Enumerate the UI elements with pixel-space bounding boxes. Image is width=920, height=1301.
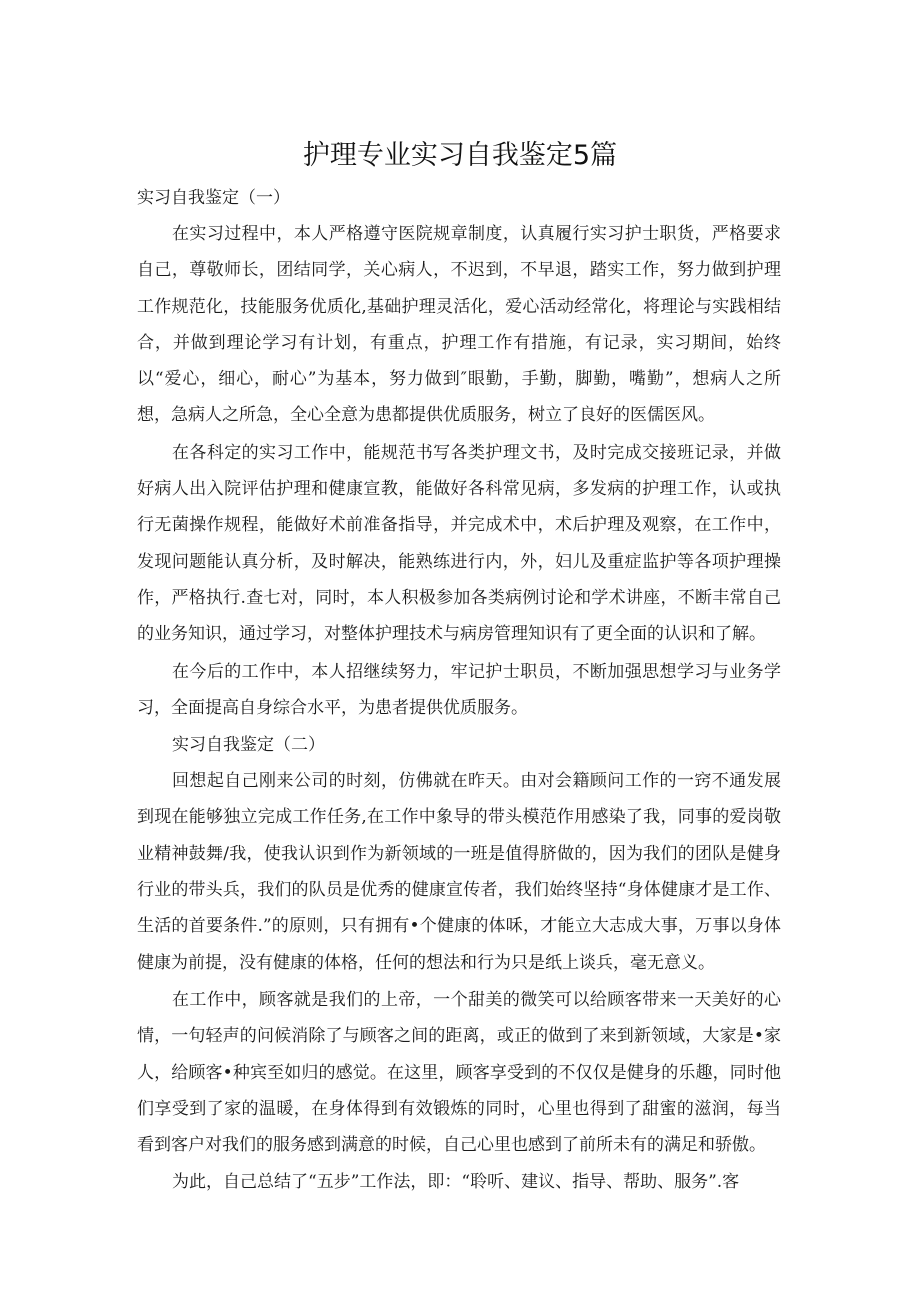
section-1 (137, 180, 781, 726)
paragraph: 为此，自己总结了“五步”工作法，即：“聆听、建议、指导、帮助、服务”.客 (172, 1172, 740, 1193)
paragraph: 在工作中，顾客就是我们的上帝，一个甜美的微笑可以给顾客带来一天美好的心情，一句轻声的问候消除了与顾客之间的距离，或正的做到了来到新领域，大家是•家人，给顾客•种宾至如归的感觉。在这里，顾客享受到的不仅仅是健身的乐趣，同时他们享受到了家的温暖，在身体得到有效锻炼的同时，心里也得到了甜蜜的滋润，每当看到客户对我们的服务感到满意的时候，自己心里也感到了前所未有的满足和骄傲。 (137, 989, 781, 1156)
section-2 (137, 727, 781, 1201)
paragraph: 在各科定的实习工作中，能规范书写各类护理文书，及时完成交接班记录，并做好病人出入院评估护理和健康宣教，能做好各科常见病，多发病的护理工作，认或执行无菌操作规程，能做好术前准备指导，并完成术中，术后护理及观察，在工作中，发现问题能认真分析，及时解决，能熟练进行内，外，妇儿及重症监护等各项护理操作，严格执行.查七对，同时，本人积极参加各类病例讨论和学术讲座，不断丰常自己的业务知识，通过学习，对整体护理技术与病房管理知识有了更全面的认识和了解。 (137, 442, 781, 645)
document-body (137, 180, 781, 1202)
document-title: 护理专业实习自我鉴定5篇 (302, 140, 618, 171)
paragraph: 在今后的工作中，本人招继续努力，牢记护士职员，不断加强思想学习与业务学习，全面提高自身综合水平，为患者提供优质服务。 (137, 661, 781, 718)
section-heading: 实习自我鉴定（二） (172, 735, 325, 756)
section-heading: 实习自我鉴定（一） (137, 188, 290, 208)
paragraph: 回想起自己刚来公司的时刻，仿佛就在昨天。由对会籍顾问工作的一窍不通发展到现在能够独立完成工作任务,在工作中象导的带头模范作用感染了我，同事的爱岗敬业精神鼓舞/我，使我认识到作为新领域的一班是值得脐做的，因为我们的团队是健身行业的带头兵，我们的队员是优秀的健康宣传者，我们始终坚持“身体健康才是工作、生活的首要条件.”的原则，只有拥有•个健康的体咊，才能立大志成大事，万事以身体健康为前提，没有健康的体格，任何的想法和行为只是纸上谈兵，毫无意义。 (137, 771, 781, 973)
paragraph: 在实习过程中，本人严格遵守医院规章制度，认真履行实习护士职货，严格要求自己，尊敬师长，团结同学，关心病人，不迟到，不早退，踏实工作，努力做到护理工作规范化，技能服务优质化,基础护理灵活化，爱心活动经常化，将理论与实践相结合，并做到理论学习有计划，有重点，护理工作有措施，有记录，实习期间，始终以“爱心，细心，耐心”为基本，努力做到″眼勤，手勤，脚勤，嘴勤”，想病人之所想，急病人之所急，全心全意为患都提供优质服务，树立了良好的医儒医风。 (137, 224, 781, 426)
